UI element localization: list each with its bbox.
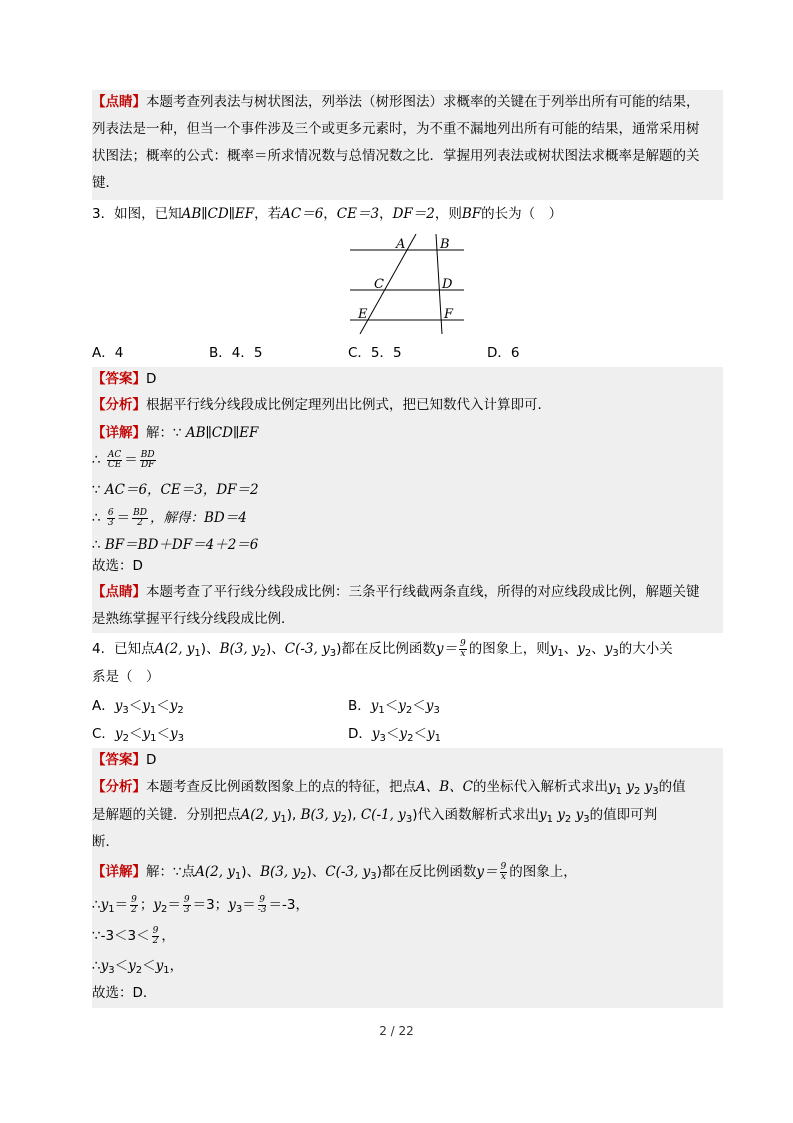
q4-analysis-1: 【分析】本题考查反比例函数图象上的点的特征，把点A、B、C的坐标代入解析式求出$y_1$ $y_2$ $y_3$的值	[92, 779, 686, 797]
q3-choice-c: C．5．5	[348, 345, 402, 361]
parallel-lines-figure	[346, 230, 471, 340]
q3-answer: 【答案】D	[92, 371, 157, 387]
q3-detail-1: 【详解】解：∵ AB∥CD∥EF	[92, 425, 259, 441]
figure-label-d: D	[442, 277, 453, 292]
fraction-9-neg3: $\frac{9}{-3}$	[257, 894, 267, 915]
q3-stem: 3．如图，已知AB∥CD∥EF，若AC＝6，CE＝3，DF＝2，则BF的长为（ ）	[92, 206, 563, 222]
q3-note-line2: 是熟练掌握平行线分线段成比例．	[92, 611, 295, 627]
note-q2-line3: 状图法；概率的公式：概率＝所求情况数与总情况数之比．掌握用列表法或树状图法求概率是解题的关	[92, 148, 700, 164]
q4-choose: 故选：D．	[92, 985, 157, 1001]
q3-note-line1: 【点睛】本题考查了平行线分线段成比例：三条平行线截两条直线，所得的对应线段成比例，解题关键	[92, 584, 700, 600]
fraction-9-2: $\frac{9}{2}$	[131, 894, 137, 915]
q4-choice-a: A．$y_3<y_1<y_2$	[92, 698, 184, 716]
fraction-bd-2: $\frac{BD}{2}$	[133, 507, 147, 528]
q4-detail-4: $\therefore y_3<y_2<y_1$，	[92, 958, 184, 976]
q3-analysis: 【分析】根据平行线分线段成比例定理列出比例式，把已知数代入计算即可．	[92, 397, 551, 413]
figure-label-a: A	[396, 237, 406, 252]
q3-choice-a: A．4	[92, 345, 124, 361]
figure-label-f: F	[444, 307, 454, 322]
q3-detail-2: ∴ $\frac{AC}{CE}$ ＝ $\frac{BD}{DF}$	[92, 449, 155, 470]
note-q2-line1: 【点睛】本题考查列表法与树状图法，列举法（树形图法）求概率的关键在于列举出所有可能的结果，	[92, 94, 700, 110]
q4-stem-line2: 系是（ ）	[92, 669, 160, 685]
q4-analysis-3: 断．	[92, 834, 119, 850]
fraction-bd-df: $\frac{BD}{DF}$	[140, 449, 155, 470]
q4-detail-3: ∵-3＜3＜ $\frac{9}{2}$ ，	[92, 925, 175, 946]
q3-choose: 故选：D	[92, 558, 143, 574]
fraction-ac-ce: $\frac{AC}{CE}$	[107, 449, 122, 470]
q3-detail-4: ∴ $\frac{6}{3}$ ＝ $\frac{BD}{2}$ ，解得：BD＝4	[92, 507, 247, 528]
figure-label-b: B	[440, 237, 450, 252]
q4-stem-line1: 4．已知点A(2, $y_1$)、B(3, $y_2$)、C(-3, $y_3$)都在反比例函数y＝ $\frac{9}{x}$ 的图象上，则$y_1$、$y_2$、$y_3$的大小关	[92, 638, 673, 659]
q4-choice-d: D．$y_3<y_2<y_1$	[348, 726, 441, 744]
fraction-9-x: $\frac{9}{x}$	[460, 638, 466, 659]
q4-choice-b: B．$y_1<y_2<y_3$	[348, 698, 440, 716]
q4-choice-c: C．$y_2<y_1<y_3$	[92, 726, 184, 744]
figure-label-c: C	[374, 277, 384, 292]
q3-detail-5: ∴ BF＝BD＋DF＝4＋2＝6	[92, 537, 259, 553]
q4-answer: 【答案】D	[92, 752, 157, 768]
q3-detail-3: ∵ AC＝6，CE＝3，DF＝2	[92, 482, 259, 498]
q4-detail-2: $\therefore y_1=$ $\frac{9}{2}$ ；$y_2=$ $\frac{9}{3}$ ＝3；$y_3=$ $\frac{9}{-3}$ ＝-3，	[92, 894, 309, 915]
fraction-9-3: $\frac{9}{3}$	[183, 894, 190, 915]
note-q2-line2: 列表法是一种，但当一个事件涉及三个或更多元素时，为不重不漏地列出所有可能的结果，通常采用树	[92, 121, 700, 137]
q3-choice-d: D．6	[487, 345, 520, 361]
note-q2-line4: 键．	[92, 175, 119, 191]
figure-label-e: E	[358, 307, 368, 322]
q4-detail-1: 【详解】解：∵点A(2, $y_1$)、B(3, $y_2$)、C(-3, $y_3$)都在反比例函数y＝ $\frac{9}{x}$ 的图象上，	[92, 861, 577, 882]
q3-choice-b: B．4．5	[209, 345, 263, 361]
q4-analysis-2: 是解题的关键．分别把点A(2, $y_1$), B(3, $y_2$), C(-1, $y_3$)代入函数解析式求出$y_1$ $y_2$ $y_3$的值即可判	[92, 807, 658, 825]
fraction-9-x-detail: $\frac{9}{x}$	[500, 861, 507, 882]
fraction-9-2-ineq: $\frac{9}{2}$	[152, 925, 159, 946]
fraction-6-3: $\frac{6}{3}$	[107, 507, 114, 528]
page-number: 2 / 22	[379, 1024, 414, 1038]
